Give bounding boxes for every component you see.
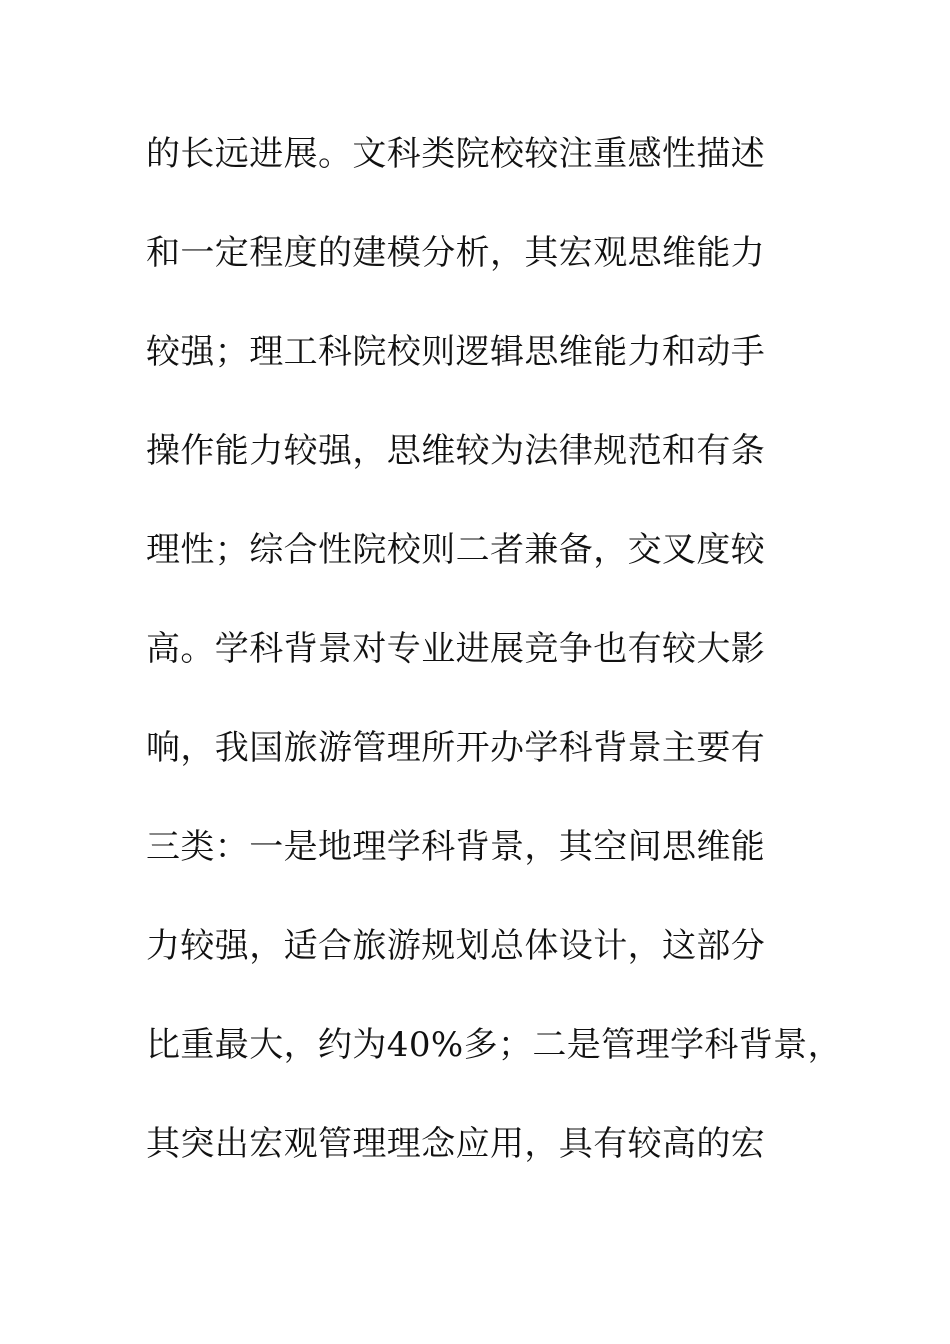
text-line-3: 较强；理工科院校则逻辑思维能力和动手 <box>146 332 766 372</box>
text-line-6: 高。学科背景对专业进展竞争也有较大影 <box>146 629 766 669</box>
text-line-11: 其突出宏观管理理念应用，具有较高的宏 <box>146 1124 766 1164</box>
text-line-5: 理性；综合性院校则二者兼备，交叉度较 <box>146 530 766 570</box>
text-line-4: 操作能力较强，思维较为法律规范和有条 <box>146 431 766 471</box>
text-line-8: 三类：一是地理学科背景，其空间思维能 <box>146 827 766 867</box>
text-line-7: 响，我国旅游管理所开办学科背景主要有 <box>146 728 766 768</box>
body-text <box>146 122 842 1211</box>
text-line-9: 力较强，适合旅游规划总体设计，这部分 <box>146 926 766 966</box>
text-line-10: 比重最大，约为40%多；二是管理学科背景， <box>146 1025 842 1065</box>
text-line-2: 和一定程度的建模分析，其宏观思维能力 <box>146 233 766 273</box>
text-line-1: 的长远进展。文科类院校较注重感性描述 <box>146 134 766 174</box>
